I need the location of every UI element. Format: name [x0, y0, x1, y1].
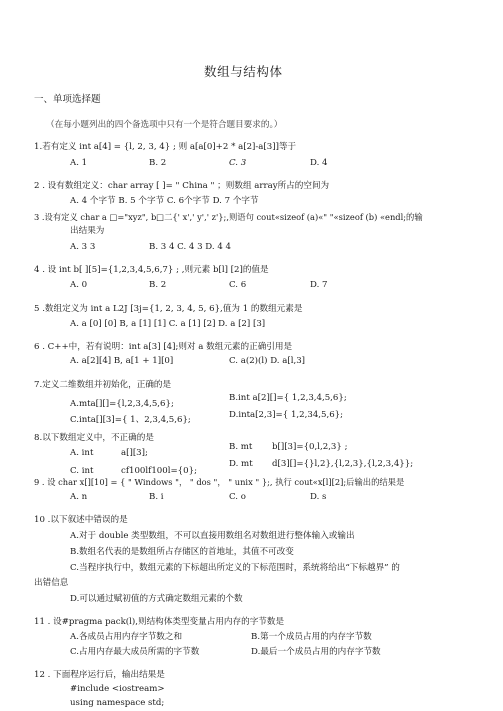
option-d-keyword: D. mt — [229, 459, 253, 469]
option-d-decl: d[3][]={}l,2},{l,2,3},{l,2,3,4}}; — [272, 459, 414, 469]
option-b: B. i — [149, 492, 164, 502]
option-c-continued: 出错信息 — [34, 578, 69, 588]
code-line: #include <iostream> — [70, 684, 165, 694]
question-stem: 4 . 设 int b[ ][5]={1,2,3,4,5,6,7} ; ,则元素 b[l] [2]的值是 — [34, 265, 269, 275]
option-d: D. 4 — [310, 158, 328, 168]
option-c-decl: cf100lf100l={0}; — [121, 466, 197, 476]
option-b: B. 2 — [149, 280, 167, 290]
code-line: using namespace std; — [70, 698, 165, 708]
option-a: A. 1 — [70, 158, 88, 168]
question-stem: 3 .设有定义 char a □="xyz", b□二{' x',' y',' z'};,则语句 cout«sizeof (a)«" "«sizeof (b) «endl;的输 — [34, 212, 423, 222]
question-stem-continued: 出结果为 — [70, 226, 105, 236]
option-c: C.当程序执行中，数组元素的下标超出所定义的下标范围时，系统将给出“下标越界” 的 — [70, 563, 400, 573]
options-line: A. a [0] [0] B, a [1] [1] C. a [1] [2] D. a [2] [3] — [70, 319, 266, 329]
question-stem: 10 .以下叙述中错误的是 — [34, 515, 128, 525]
option-a-decl: a[][3]; — [121, 448, 148, 458]
page-title: 数组与结构体 — [204, 64, 283, 79]
question-stem: 9 . 设 char x[][10] = { " Windows "， " dos "， " unix " };, 执行 cout«x[l][2];后输出的结果是 — [34, 477, 405, 487]
section-heading: 一、单项选择题 — [34, 94, 101, 105]
question-stem: 7.定义二维数组并初始化，正确的是 — [34, 380, 172, 390]
option-b: B.int a[2][]={ 1,2,3,4,5,6}; — [229, 393, 347, 403]
option-d: D.最后一个成员占用的内存字节数 — [251, 647, 381, 657]
option-d: D. 7 — [310, 280, 328, 290]
option-c: C. o — [229, 492, 246, 502]
option-a: A. 3 3 — [70, 242, 96, 252]
option-c: C.占用内存最大成员所需的字节数 — [70, 647, 200, 657]
options-ab: A. a[2][4] B, a[1 + 1][0] — [70, 356, 174, 366]
option-a: A.各成员占用内存字节数之和 — [70, 632, 183, 642]
option-c: C. 6 — [229, 280, 247, 290]
option-b: B.数组名代表的是数组所占存储区的首地址，其值不可改变 — [70, 547, 294, 557]
instructions-note: （在每小题列出的四个备选项中只有一个是符合题目要求的。） — [46, 120, 283, 130]
question-stem: 1.若有定义 int a[4] = {l, 2, 3, 4} ; 则 a[a[0]+2 * a[2]-a[3]]等于 — [34, 142, 297, 152]
question-stem: 11 . 设#pragma pack(l),则结构体类型变量占用内存的字节数是 — [34, 617, 285, 627]
option-d: D.inta[2,3]={ 1,2,34,5,6}; — [229, 410, 344, 420]
options-line: A. 4 个字节 B. 5 个字节 C. 6个字节 D. 7 个字节 — [70, 196, 259, 206]
question-stem: 12 . 下面程序运行后，输出结果是 — [34, 670, 165, 680]
question-stem: 8.以下数组定义中，不正确的是 — [34, 433, 154, 443]
options-cd: C. a(2)(l) D. a[l,3] — [229, 356, 306, 366]
option-c-keyword: C. int — [70, 466, 94, 476]
question-stem: 2 . 设有数组定义：char array [ ]= " China " ；则数组 array所占的空间为 — [34, 181, 330, 191]
option-c: C. 3 — [229, 158, 247, 168]
option-a: A. n — [70, 492, 88, 502]
option-b-decl: b[][3]={0,l,2,3} ; — [272, 442, 348, 452]
option-b: B. 2 — [149, 158, 167, 168]
option-d: D. s — [310, 492, 327, 502]
option-b: B.第一个成员占用的内存字节数 — [251, 632, 372, 642]
option-a: A.mta[][]={l,2,3,4,5,6}; — [70, 399, 174, 409]
option-a-keyword: A. int — [70, 448, 94, 458]
option-d: D.可以通过赋初值的方式确定数组元素的个数 — [70, 594, 243, 604]
question-stem: 6 . C++中，若有说明：int a[3] [4];则对 a 数组元素的正确引用是 — [34, 342, 293, 352]
option-a: A. 0 — [70, 280, 88, 290]
options-rest: B. 3 4 C. 4 3 D. 4 4 — [149, 242, 232, 252]
option-a: A.对于 double 类型数组，不可以直接用数组名对数组进行整体输入或输出 — [70, 531, 355, 541]
option-c: C.inta[][3]={ 1、2,3,4,5,6}; — [70, 415, 191, 425]
question-stem: 5 .数组定义为 int a L2J [3j={1, 2, 3, 4, 5, 6},值为 1 的数组元素是 — [34, 304, 303, 314]
option-b-keyword: B. mt — [229, 442, 253, 452]
